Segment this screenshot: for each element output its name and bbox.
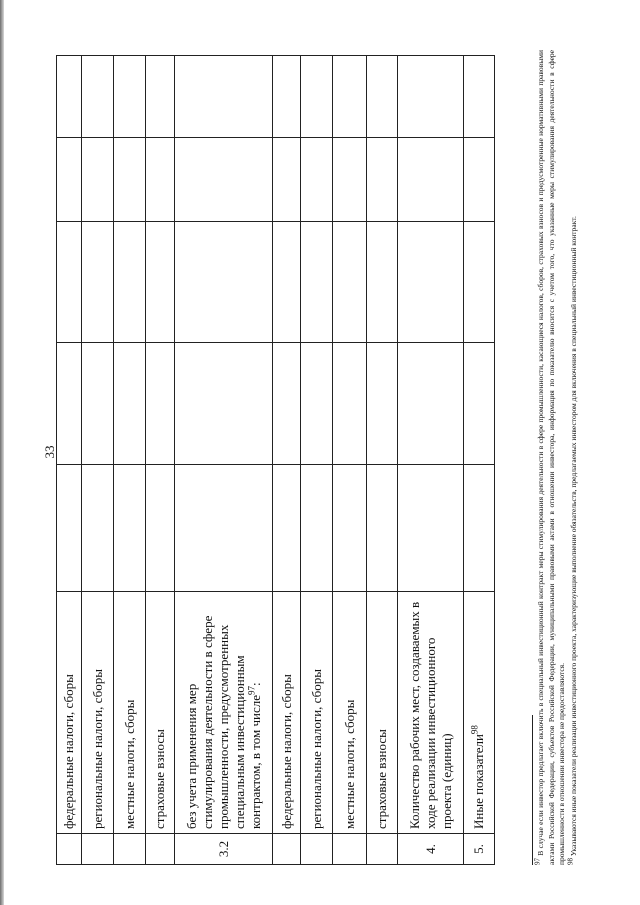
row-number: 5. (464, 834, 495, 865)
row-label: Иные показатели$^{98}$ (464, 592, 495, 834)
table-cell (273, 222, 301, 343)
table-cell (333, 465, 367, 592)
footnote-divider (532, 715, 533, 865)
footnote: $^{98}$ Указываются иные показатели реализации инвестиционного проекта, характеризующие выполнение обязательств, предлагаемых инвестором для включения в специальный инвестиционный контракт. (566, 216, 578, 865)
table-cell (114, 343, 146, 465)
table-cell (146, 343, 175, 465)
table-cell (367, 222, 398, 343)
table-cell (464, 465, 495, 592)
table-cell (301, 138, 333, 222)
row-label: федеральные налоги, сборы (57, 592, 82, 834)
table-cell (146, 465, 175, 592)
row-number (114, 834, 146, 865)
table-cell (398, 222, 464, 343)
row-label: страховые взносы (146, 592, 175, 834)
table-cell (464, 222, 495, 343)
table-cell (114, 222, 146, 343)
table-cell (175, 56, 273, 138)
footnote: $^{97}$ В случае если инвестор предлагает включить в специальный инвестиционный контракт меры стимулирования деятельности в сфере промышленности, касающиеся налогов, сборов, страховых взносов и предусмотренные нормативными правовыми актами Российской Федерации, субъектов Российской Федерации, муниципальными правовыми актами в отношении инвестора, информация по показателю вносится с учетом того, что указанные меры стимулирования деятельности в сфере промышленности в отношении инвестора не предоставляются. (533, 50, 566, 865)
table-cell (367, 343, 398, 465)
row-label: федеральные налоги, сборы (273, 592, 301, 834)
row-label: страховые взносы (367, 592, 398, 834)
table-cell (333, 138, 367, 222)
table-cell (82, 465, 114, 592)
table-row (82, 56, 114, 865)
table-row (114, 56, 146, 865)
table-cell (82, 56, 114, 138)
table-row (333, 56, 367, 865)
table-cell (301, 343, 333, 465)
row-number (301, 834, 333, 865)
table-cell (273, 343, 301, 465)
table-row (398, 56, 464, 865)
table-cell (57, 343, 82, 465)
row-label: региональные налоги, сборы (82, 592, 114, 834)
table-cell (175, 222, 273, 343)
row-number (82, 834, 114, 865)
table-cell (114, 138, 146, 222)
table-cell (367, 138, 398, 222)
table-row (146, 56, 175, 865)
table-cell (57, 138, 82, 222)
footnote-mark: 97 (533, 858, 542, 865)
table-cell (175, 138, 273, 222)
table-row (57, 56, 82, 865)
table-cell (301, 465, 333, 592)
table-cell (398, 56, 464, 138)
row-number (333, 834, 367, 865)
row-number: 4. (398, 834, 464, 865)
table-cell (398, 465, 464, 592)
row-label: региональные налоги, сборы (301, 592, 333, 834)
indicators-table (56, 55, 495, 865)
row-label: Количество рабочих мест, создаваемых в ходе реализации инвестиционного проекта (единиц) (398, 592, 464, 834)
table-cell (273, 56, 301, 138)
footnote-mark: 98 (566, 858, 574, 865)
table-row (301, 56, 333, 865)
row-number (146, 834, 175, 865)
table-row (367, 56, 398, 865)
table-cell (175, 465, 273, 592)
table-cell (82, 138, 114, 222)
footnote-ref: 97 (246, 685, 257, 695)
table-cell (114, 465, 146, 592)
table-cell (146, 56, 175, 138)
table-cell (398, 343, 464, 465)
footnote-ref: 98 (469, 725, 480, 735)
table-cell (57, 222, 82, 343)
table-cell (114, 56, 146, 138)
table-cell (57, 56, 82, 138)
table-cell (57, 465, 82, 592)
table-cell (464, 343, 495, 465)
table-cell (333, 222, 367, 343)
row-label: без учета применения мер стимулирования деятельности в сфере промышленности, предусмотренных специальным инвестиционным контрактом, в том числе$^{97}$: (175, 592, 273, 834)
table-cell (464, 56, 495, 138)
row-number (367, 834, 398, 865)
table-cell (301, 222, 333, 343)
table-cell (273, 465, 301, 592)
table-cell (464, 138, 495, 222)
table-cell (273, 138, 301, 222)
table-cell (301, 56, 333, 138)
table-cell (146, 222, 175, 343)
footnotes (533, 50, 580, 865)
table-cell (82, 222, 114, 343)
page-number: 33 (42, 445, 57, 459)
table-cell (398, 138, 464, 222)
table-cell (333, 56, 367, 138)
table-cell (82, 343, 114, 465)
table-cell (146, 138, 175, 222)
table-row (464, 56, 495, 865)
table-cell (175, 343, 273, 465)
table-cell (367, 465, 398, 592)
table-row (175, 56, 273, 865)
row-number (57, 834, 82, 865)
table-row (273, 56, 301, 865)
row-number (273, 834, 301, 865)
table-cell (333, 343, 367, 465)
row-label: местные налоги, сборы (333, 592, 367, 834)
row-label: местные налоги, сборы (114, 592, 146, 834)
table-cell (367, 56, 398, 138)
row-number: 3.2 (175, 834, 273, 865)
